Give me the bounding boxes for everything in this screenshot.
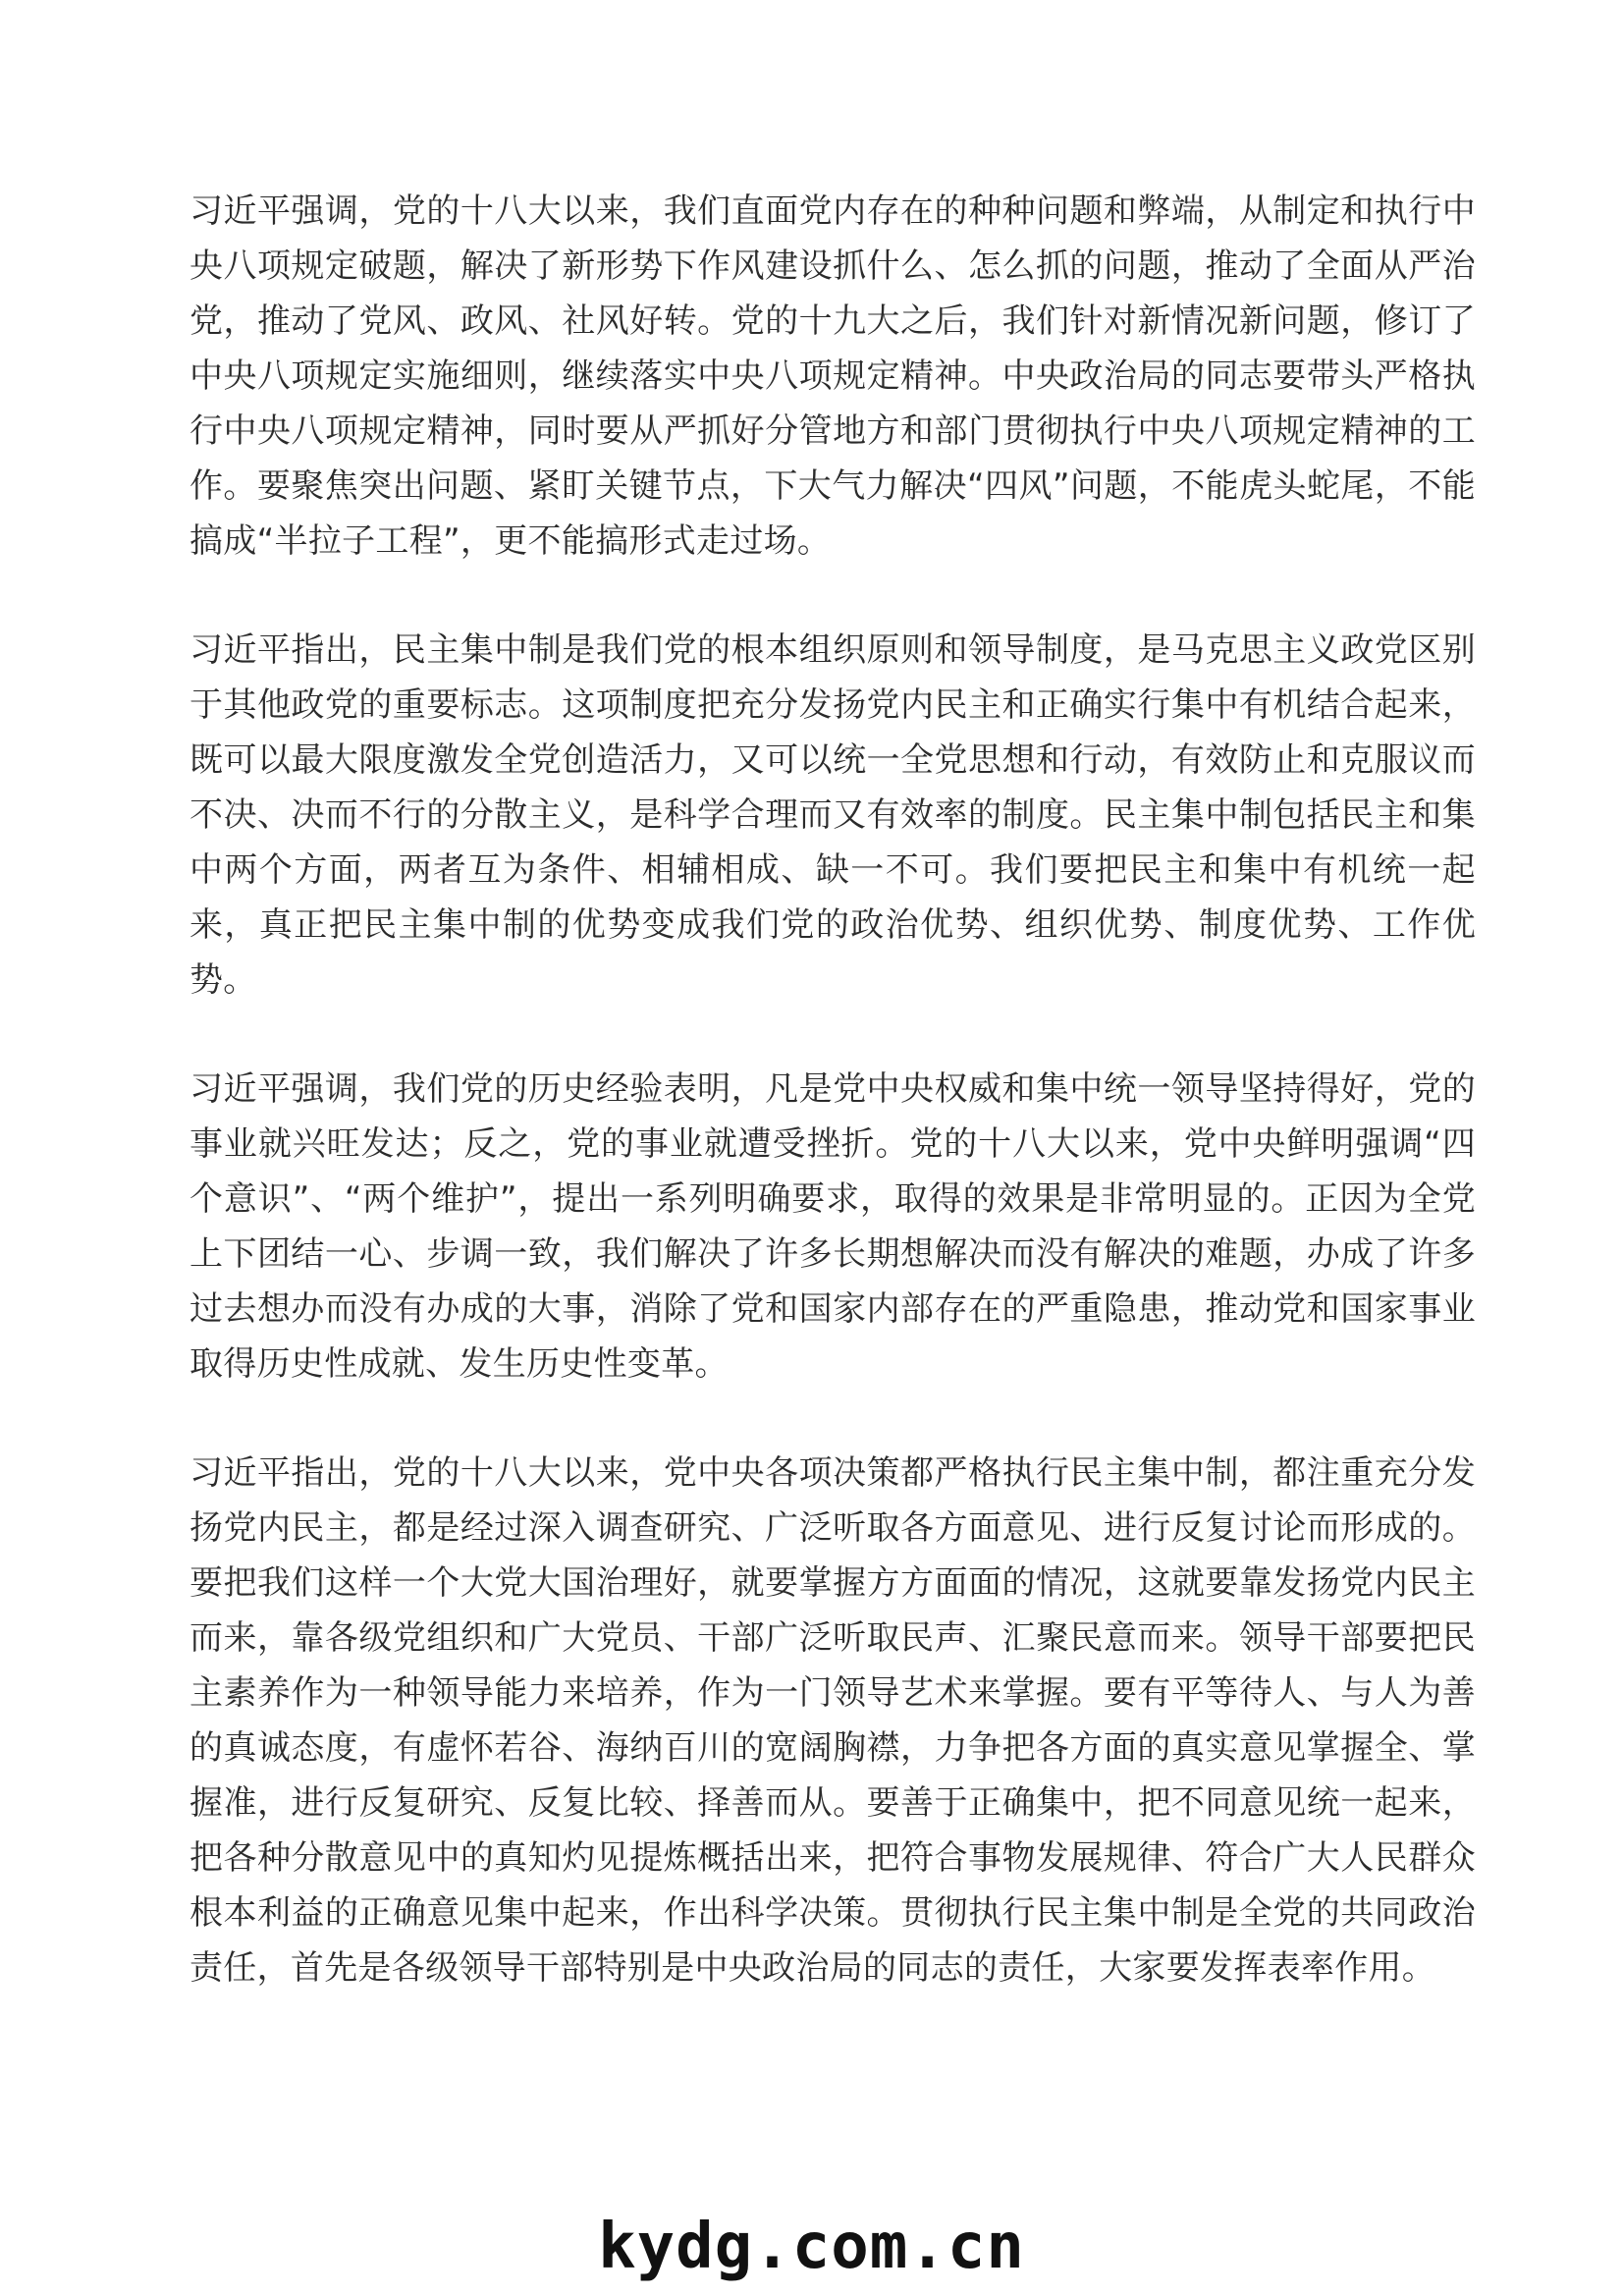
paragraph-1: 习近平强调，党的十八大以来，我们直面党内存在的种种问题和弊端，从制定和执行中央八项规定破题，解决了新形势下作风建设抓什么、怎么抓的问题，推动了全面从严治党，推动了党风、政风、社风好转。党的十九大之后，我们针对新情况新问题，修订了中央八项规定实施细则，继续落实中央八项规定精神。中央政治局的同志要带头严格执行中央八项规定精神，同时要从严抓好分管地方和部门贯彻执行中央八项规定精神的工作。要聚焦突出问题、紧盯关键节点，下大气力解决“四风”问题，不能虎头蛇尾，不能搞成“半拉子工程”，更不能搞形式走过场。 bbox=[189, 191, 1476, 561]
paragraph-4: 习近平指出，党的十八大以来，党中央各项决策都严格执行民主集中制，都注重充分发扬党内民主，都是经过深入调查研究、广泛听取各方面意见、进行反复讨论而形成的。要把我们这样一个大党大国治理好，就要掌握方方面面的情况，这就要靠发扬党内民主而来，靠各级党组织和广大党员、干部广泛听取民声、汇聚民意而来。领导干部要把民主素养作为一种领导能力来培养，作为一门领导艺术来掌握。要有平等待人、与人为善的真诚态度，有虚怀若谷、海纳百川的宽阔胸襟，力争把各方面的真实意见掌握全、掌握准，进行反复研究、反复比较、择善而从。要善于正确集中，把不同意见统一起来，把各种分散意见中的真知灼见提炼概括出来，把符合事物发展规律、符合广大人民群众根本利益的正确意见集中起来，作出科学决策。贯彻执行民主集中制是全党的共同政治责任，首先是各级领导干部特别是中央政治局的同志的责任，大家要发挥表率作用。 bbox=[189, 1453, 1476, 1988]
paragraph-3: 习近平强调，我们党的历史经验表明，凡是党中央权威和集中统一领导坚持得好，党的事业就兴旺发达；反之，党的事业就遭受挫折。党的十八大以来，党中央鲜明强调“四个意识”、“两个维护”，提出一系列明确要求，取得的效果是非常明显的。正因为全党上下团结一心、步调一致，我们解决了许多长期想解决而没有解决的难题，办成了许多过去想办而没有办成的大事，消除了党和国家内部存在的严重隐患，推动党和国家事业取得历史性成就、发生历史性变革。 bbox=[189, 1069, 1476, 1384]
paragraph-2: 习近平指出，民主集中制是我们党的根本组织原则和领导制度，是马克思主义政党区别于其他政党的重要标志。这项制度把充分发扬党内民主和正确实行集中有机结合起来，既可以最大限度激发全党创造活力，又可以统一全党思想和行动，有效防止和克服议而不决、决而不行的分散主义，是科学合理而又有效率的制度。民主集中制包括民主和集中两个方面，两者互为条件、相辅相成、缺一不可。我们要把民主和集中有机统一起来，真正把民主集中制的优势变成我们党的政治优势、组织优势、制度优势、工作优势。 bbox=[189, 630, 1476, 1000]
article-body bbox=[189, 184, 1476, 2050]
site-watermark: kydg.com.cn bbox=[598, 2211, 1025, 2283]
